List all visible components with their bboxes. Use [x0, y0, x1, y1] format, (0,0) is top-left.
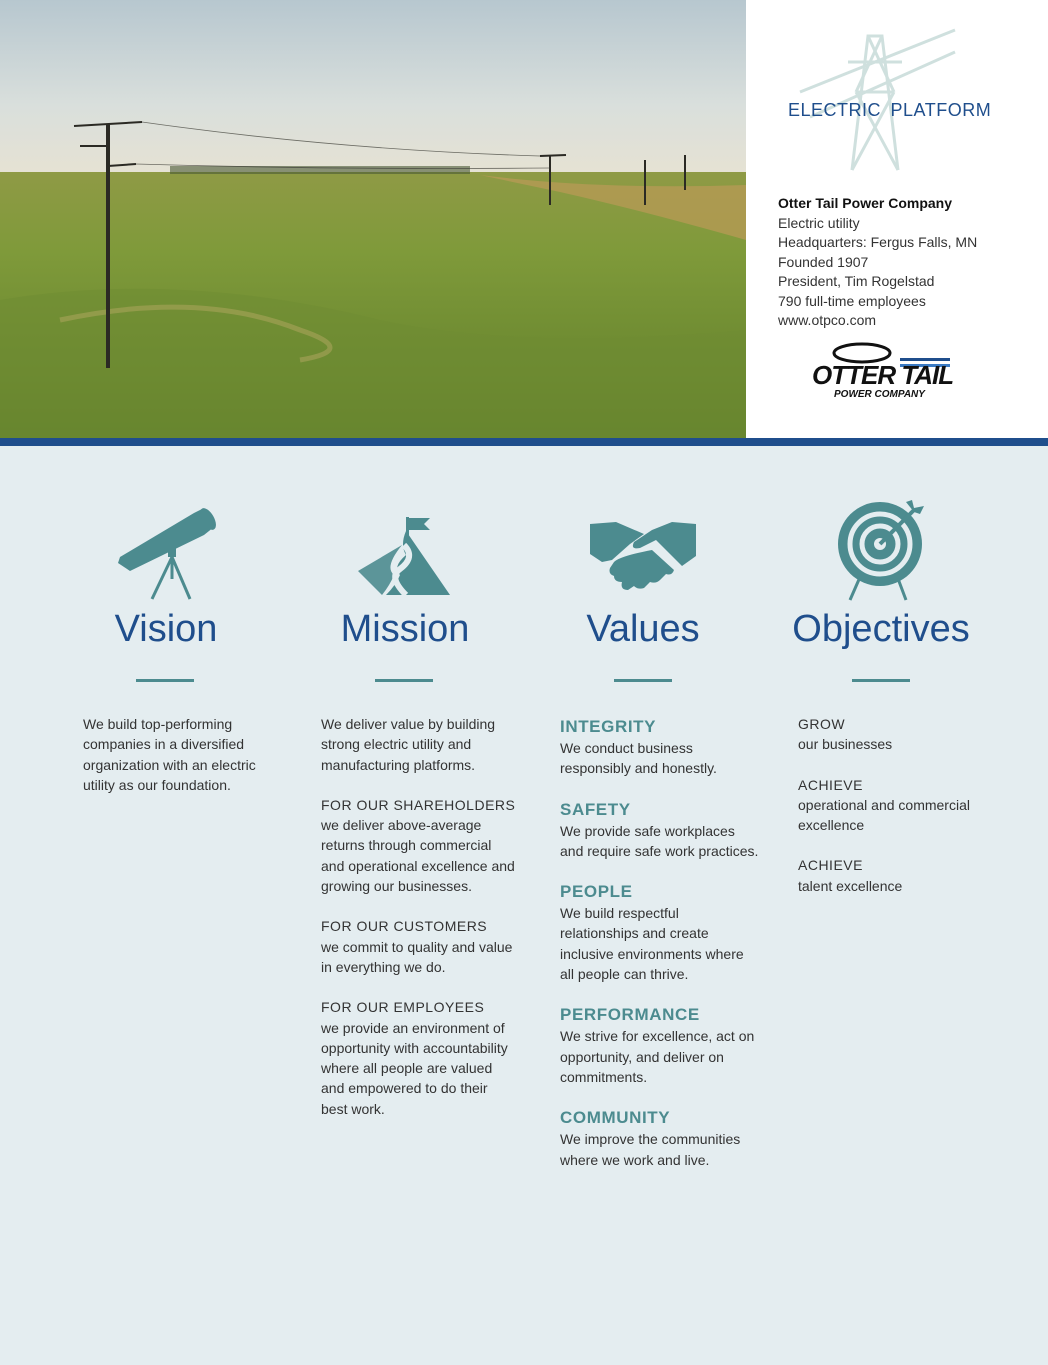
- fact-line: Headquarters: Fergus Falls, MN: [778, 234, 978, 250]
- target-arrow-icon: [834, 498, 928, 607]
- mission-group: [321, 795, 516, 896]
- value-label: PEOPLE: [560, 882, 633, 902]
- mission-group-label: FOR OUR SHAREHOLDERS: [321, 796, 516, 813]
- svg-text:POWER COMPANY: POWER COMPANY: [834, 389, 925, 400]
- mission-group-text: we commit to quality and value in everything we do.: [321, 938, 513, 975]
- mission-group: [321, 916, 516, 977]
- handshake-icon: [590, 520, 698, 597]
- platform-title: ELECTRIC PLATFORM: [788, 100, 992, 120]
- objective-text: our businesses: [798, 736, 893, 753]
- value-item: [560, 799, 760, 862]
- mission-divider: [375, 679, 433, 682]
- objectives-divider: [852, 679, 910, 682]
- value-item: [560, 716, 760, 779]
- objective-item: [798, 714, 998, 755]
- prairie-power-line-photo: [0, 0, 746, 438]
- header-divider: [0, 438, 1048, 446]
- mission-heading: Mission: [340, 608, 470, 650]
- objectives-list: [798, 714, 998, 916]
- vision-divider: [136, 679, 194, 682]
- values-divider: [614, 679, 672, 682]
- objective-text: talent excellence: [798, 877, 903, 894]
- objective-label: GROW: [798, 716, 846, 732]
- fact-line: Electric utility: [778, 214, 860, 231]
- company-name: Otter Tail Power Company: [778, 195, 952, 211]
- values-heading: Values: [586, 608, 700, 650]
- mission-group-label: FOR OUR CUSTOMERS: [321, 918, 488, 935]
- otter-tail-logo: [810, 340, 955, 407]
- value-text: We improve the communities where we work and live.: [560, 1131, 741, 1168]
- objectives-heading: Objectives: [792, 608, 970, 650]
- mountain-flag-icon: [356, 515, 452, 604]
- objective-item: [798, 855, 998, 896]
- vision-heading: Vision: [114, 608, 218, 650]
- value-label: INTEGRITY: [560, 717, 657, 736]
- value-text: We build respectful relationships and create inclusive environments where all people can thrive.: [560, 905, 744, 983]
- value-item: [560, 881, 760, 984]
- fact-line: 790 full-time employees: [778, 292, 926, 309]
- mission-intro: We deliver value by building strong electric utility and manufacturing platforms.: [321, 716, 496, 773]
- objective-label: ACHIEVE: [798, 776, 863, 793]
- value-text: We provide safe workplaces and require safe work practices.: [560, 822, 759, 859]
- value-label: COMMUNITY: [560, 1108, 671, 1128]
- company-facts: [778, 194, 977, 331]
- svg-text:OTTER TAIL: OTTER TAIL: [812, 360, 954, 390]
- mission-group-text: we deliver above-average returns through commercial and operational excellence and growing our businesses.: [321, 817, 515, 895]
- values-list: [560, 716, 760, 1190]
- objective-text: operational and commercial excellence: [798, 796, 970, 834]
- telescope-icon: [116, 505, 220, 606]
- mission-group-text: we provide an environment of opportunity with accountability where all people are valued and empowered to do their best work.: [321, 1019, 508, 1117]
- mission-text: [321, 714, 516, 1139]
- fact-line: President, Tim Rogelstad: [778, 273, 935, 289]
- mission-group-label: FOR OUR EMPLOYEES: [321, 999, 485, 1016]
- header-area: [0, 0, 1048, 438]
- value-label: SAFETY: [560, 799, 631, 819]
- vision-text: We build top-performing companies in a diversified organization with an electric utility as our foundation.: [83, 716, 256, 793]
- website-link[interactable]: www.otpco.com: [778, 312, 877, 328]
- value-item: [560, 1004, 760, 1087]
- value-label: PERFORMANCE: [560, 1005, 700, 1025]
- value-text: We strive for excellence, act on opportunity, and deliver on commitments.: [560, 1028, 755, 1085]
- fact-line: Founded 1907: [778, 253, 869, 270]
- objective-item: [798, 775, 998, 836]
- value-item: [560, 1107, 760, 1170]
- objective-label: ACHIEVE: [798, 857, 863, 874]
- value-text: We conduct business responsibly and honestly.: [560, 740, 717, 777]
- mission-group: [321, 997, 516, 1119]
